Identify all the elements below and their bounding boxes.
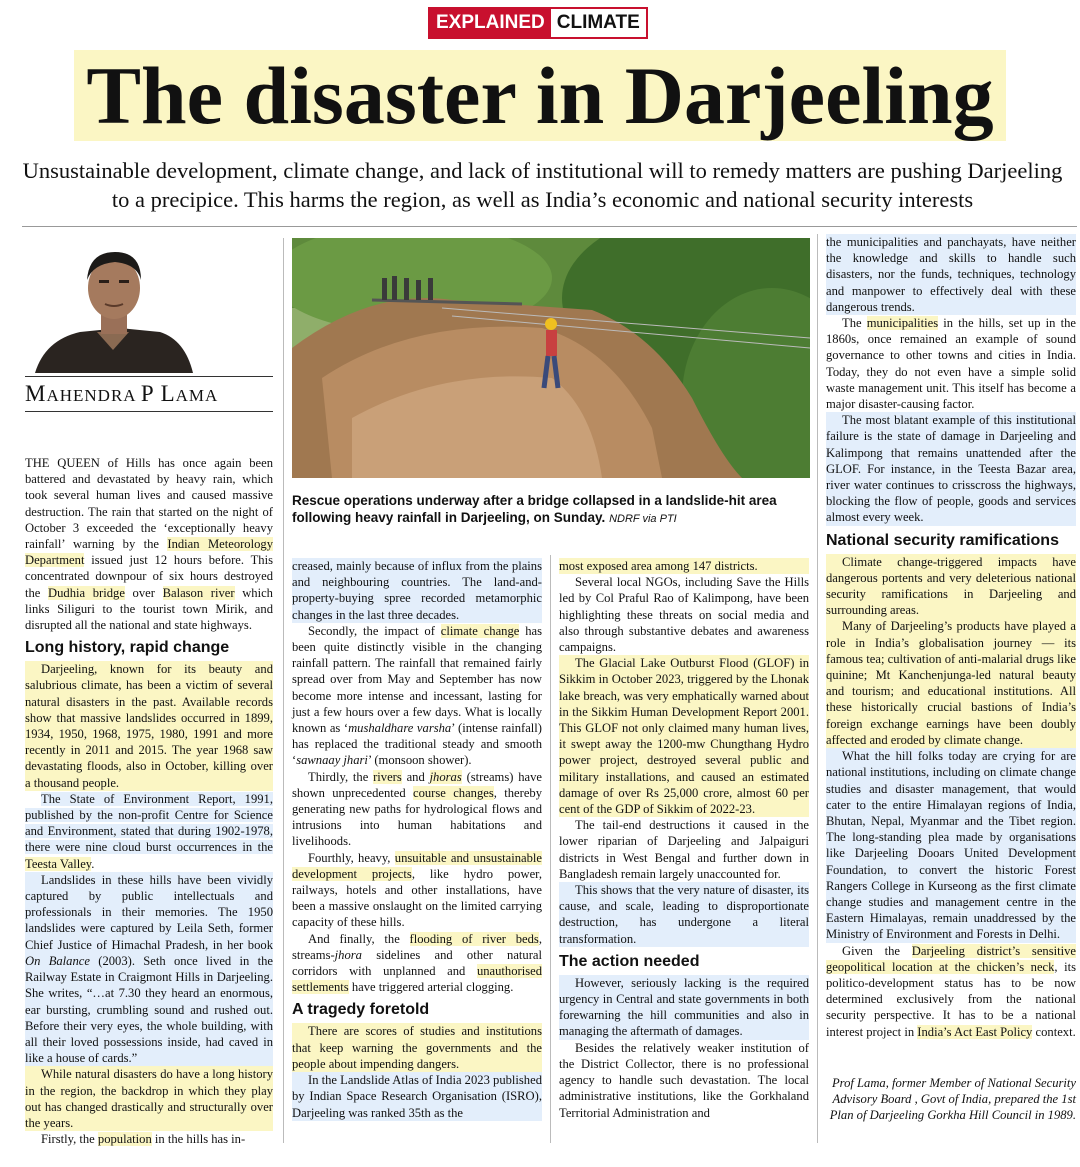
paragraph: There are scores of studies and institutions that keep warning the governments and the people about impending dangers. [292,1024,542,1071]
headline-text: The disaster in Darjeeling [74,50,1005,141]
standfirst: Unsustainable development, climate change, and lack of institutional will to remedy matters are pushing Darjeeling to a precipice. This harms the region, as well as India’s economic and national security interests [22,158,1063,212]
article-column-1 [25,455,273,1147]
author-photo [25,240,273,373]
column-rule [550,555,551,1143]
author-byline: MAHENDRA P LAMA [25,376,273,412]
photo-credit: NDRF via PTI [609,513,677,525]
kicker-climate: CLIMATE [556,12,640,33]
paragraph: the municipalities and panchayats, have neither the knowledge and skills to handle such disasters, nor the funds, techniques, technology and manpower to effectively deal with these dangerous trends. [826,235,1076,314]
photo-caption: Rescue operations underway after a bridge collapsed in a landslide-hit area following heavy rainfall in Darjeeling, on Sunday. NDRF via PTI [292,493,777,525]
paragraph: The Glacial Lake Outburst Flood (GLOF) in Sikkim in October 2023, triggered by the Lhonak lake breach, was very emphatically warned about in the Sikkim Human Development Report 2001. This GLOF not only claimed many human lives, it swept away the 1200-mw Chungthang Hydro power project, destroyed several public and military installations, and caused an estimated damage of over Rs 25,000 crore, almost 60 per cent of the GDP of Sikkim of 2022-23. [559,656,809,817]
paragraph: Fourthly, heavy, unsuitable and unsustainable development projects, like hydro power, railways, hotels and other installations, have been a massive onslaught on the limited carrying capacity of these hills. [292,850,543,930]
paragraph: Climate change-triggered impacts have dangerous portents and very deleterious national security ramifications in Darjeeling and surrounding areas. [826,554,1076,618]
paragraph: Thirdly, the rivers and jhoras (streams) have shown unprecedented course changes, thereby generating new paths for hydrological flows and intrusions into human habitations and livelihoods. [292,769,542,849]
paragraph: The most blatant example of this institutional failure is the state of damage in Darjeeling and Kalimpong that remains unattended after the GLOF. For instance, in the Teesta Bazar area, river water continues to crisscross the highways, blocking the flow of people, goods and services almost every week. [826,413,1076,525]
news-photo [292,238,810,478]
subheading-long-history: Long history, rapid change [25,639,230,657]
subheading-tragedy-foretold: A tragedy foretold [292,1001,430,1019]
headline [0,48,1080,144]
paragraph: Many of Darjeeling’s products have played a role in India’s globalisation journey — its famous tea; cultivation of anti-malarial drugs like quinine; Mt Kanchenjunga-led natural beauty and tourism; and educational institutions. All these historically crucial bastions of India’s foreign exchange earnings have been doubly affected and eroded by climate change. [826,619,1076,747]
kicker-explained: EXPLAINED [430,9,551,37]
column-rule [283,238,284,1143]
paragraph: Firstly, the population in the hills has in- [41,1132,246,1147]
paragraph: However, seriously lacking is the required urgency in Central and state governments in both forewarning the hill communities and also in managing the aftermath of damages. [559,975,809,1039]
subheading-national-security: National security ramifications [826,531,1059,549]
paragraph: creased, mainly because of influx from the plains and neighbouring countries. The land-and-property-buying spree recorded metamorphic changes in the last three decades. [292,559,542,622]
paragraph: Several local NGOs, including Save the Hills led by Col Praful Rao of Kalimpong, have been highlighting these threats on social media and also through substantive debates and awareness campaigns. [559,575,809,655]
author-note: Prof Lama, former Member of National Security Advisory Board , Govt of India, prepared the 1st Plan of Darjeeling Gorkha Hill Council in 1989. [829,1076,1076,1122]
paragraph: While natural disasters do have a long history in the region, the backdrop in which they play out has changed drastically and structurally over the years. [25,1067,273,1130]
column-rule [817,234,818,1143]
header-divider [22,226,1077,227]
section-kicker [428,7,648,39]
paragraph: And finally, the flooding of river beds, streams-jhora sidelines and other natural corridors with unplanned and unauthorised settlements have triggered arterial clogging. [292,931,542,995]
paragraph: Besides the relatively weaker institution of the District Collector, there is no professional agency to handle such devastation. The local administrative institutions, like the Gorkhaland Territorial Administration and [559,1040,809,1120]
paragraph: This shows that the very nature of disaster, its cause, and scale, leading to disproportionate destruction, has undergone a literal transformation. [559,883,809,946]
paragraph: The tail-end destructions it caused in the lower riparian of Darjeeling and Jalpaiguri districts in West Bengal and further down in Bangladesh remain largely unaccounted for. [559,818,809,881]
paragraph: Landslides in these hills have been vividly captured by public intellectuals and professionals in their memories. The 1950 landslides were captured by Leila Seth, former Chief Justice of Himachal Pradesh, in her book On Balance (2003). Seth once lived in the Railway Estate in Craigmont Hills in Darjeeling. She writes, “…at 7.30 they heard an enormous, ear bursting, crumbling sound and rushed out. Before their very eyes, the whole building, with all their loved possessions inside, had caved in like a house of cards.” [25,872,273,1066]
article-column-2 [292,558,542,1121]
paragraph: Secondly, the impact of climate change has been quite distinctly visible in the changing rainfall pattern. The rainfall that remained fairly spread over from May and September has now become more intense and incessant, lasting for just a few hours over a few days. What is locally known as ‘mushaldhare varsha’ (intense rainfall) has replaced the traditional steady and smooth ‘sawnaay jhari’ (monsoon shower). [292,623,543,768]
paragraph: The municipalities in the hills, set up in the 1860s, once remained an example of sound governance to other towns and cities in India. Today, they do not even have a simple solid waste management unit. This itself has become a major disaster-causing factor. [826,316,1076,412]
paragraph: most exposed area among 147 districts. [559,558,809,574]
paragraph: THE QUEEN of Hills has once again been battered and devastated by heavy rain, which took several human lives and caused massive destruction. The rain that started on the night of October 3 exceeded the ‘exceptionally heavy rainfall’ warning by the Indian Meteorology Department issued just 12 hours before. This concentrated downpour of six hours destroyed the Dudhia bridge over Balason river which links Siliguri to the tourist town Mirik, and disrupted all the national and state highways. [25,456,273,633]
paragraph: The State of Environment Report, 1991, published by the non-profit Centre for Science and Environment, stated that during 1902-1978, there were nine cloud burst occurrences in the Teesta Valley. [25,791,273,871]
article-column-3 [559,558,809,1121]
paragraph: What the hill folks today are crying for are national institutions, including on climate change studies and disaster management, that would cater to the entire Himalayan regions of India, Bhutan, Nepal, Myanmar and the Tibet region. The long-standing plea made by organisations like Darjeeling Dooars United Development Foundation, to convert the historic Forest Rangers College in Kurseong as the first climate change studies and management centre in the Eastern Himalayas, remain unaddressed by the Ministry of Environment and Forests in Delhi. [826,749,1076,942]
paragraph: Darjeeling, known for its beauty and salubrious climate, has been a victim of several natural disasters in the past. Available records show that massive landslides occurred in 1899, 1934, 1950, 1968, 1975, 1980, 1991 and more recently in 2011 and 2015. The year 1968 saw devastating floods, also in October, killing over a thousand people. [25,662,273,790]
paragraph: Given the Darjeeling district’s sensitive geopolitical location at the chicken’s neck, its politico-development status has to be now determined exclusively from the national security perspective. It has to be a national interest project in India’s Act East Policy context. [826,943,1076,1039]
paragraph: In the Landslide Atlas of India 2023 published by Indian Space Research Organisation (ISRO), Darjeeling was ranked 35th as the [292,1073,542,1120]
subheading-action-needed: The action needed [559,952,700,970]
article-column-4 [826,234,1076,1040]
